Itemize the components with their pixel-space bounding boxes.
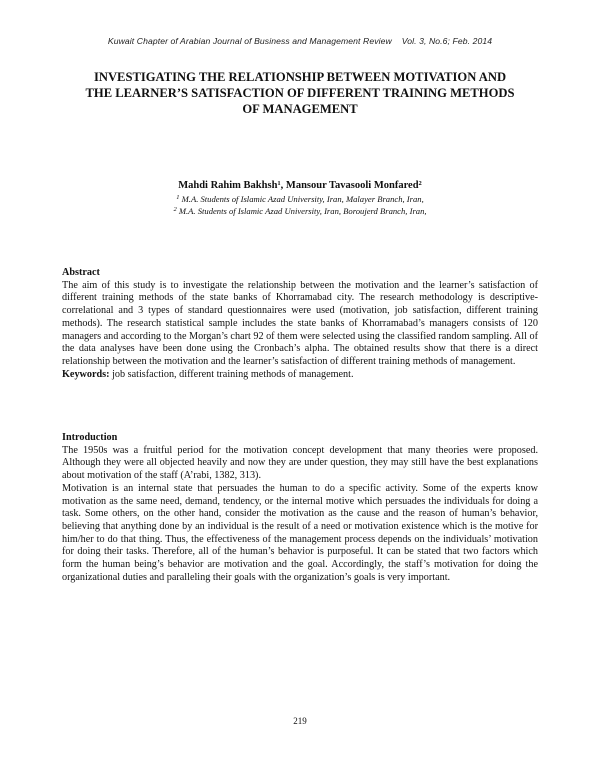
affiliation — [0, 206, 600, 216]
introduction-heading: Introduction — [62, 432, 118, 443]
introduction-section — [62, 432, 538, 584]
author-superscript: 1 — [277, 180, 281, 187]
affiliation — [0, 194, 600, 204]
affiliation-text: M.A. Students of Islamic Azad University, Iran, Malayer Branch, Iran, — [181, 194, 424, 204]
keywords-text: job satisfaction, different training methods of management. — [109, 368, 354, 380]
page-number: 219 — [293, 716, 307, 726]
affiliation-superscript: 1 — [176, 194, 180, 201]
author-separator: , — [280, 180, 286, 191]
paper-title — [50, 69, 550, 117]
abstract-section — [62, 267, 538, 381]
author-name: Mansour Tavasooli Monfared — [285, 180, 419, 191]
keywords-line — [62, 369, 538, 382]
author-superscript: 2 — [418, 180, 422, 187]
running-head: Kuwait Chapter of Arabian Journal of Business and Management Review Vol. 3, No.6; Feb. 2014 — [107, 36, 493, 46]
affiliation-superscript: 2 — [173, 206, 177, 213]
abstract-text: The aim of this study is to investigate the relationship between the motivation and the learner’s satisfaction of different training methods of the state banks of Khorramabad city. The research methodology is descriptive-correlational and 3 types of standard questionnaires were used (motivation, job satisfaction, different training methods). The research statistical sample includes the state banks of Khorramabad’s managers consists of 120 managers and according to the Morgan’s chart 92 of them were selected using the classified random sampling. All of the data analyses have been done using the Cronbach’s alpha. The obtained results show that there is a direct relationship between the motivation and the learner’s satisfaction of different training methods of management. — [62, 279, 538, 367]
abstract-heading: Abstract — [62, 267, 100, 278]
title-line: THE LEARNER’S SATISFACTION OF DIFFERENT TRAINING METHODS — [85, 86, 515, 100]
author-name: Mahdi Rahim Bakhsh — [178, 180, 278, 191]
title-line: OF MANAGEMENT — [242, 102, 358, 116]
introduction-paragraph: The 1950s was a fruitful period for the motivation concept development that many theories were proposed. Although they were all objected heavily and now they are under question, they may still have the best explanations about motivation of the staff (A’rabi, 1382, 313). — [62, 444, 538, 482]
affiliation-text: M.A. Students of Islamic Azad University, Iran, Boroujerd Branch, Iran, — [178, 206, 427, 216]
introduction-paragraph: Motivation is an internal state that persuades the human to do a specific activity. Some of the experts know motivation as the same need, demand, tendency, or the internal motive which persuades the individuals for doing a task. Some others, on the other hand, consider the motivation as the cause and the reason of human’s behavior, believing that anything done by an individual is the result of a need or motivation existence which is the motive for him/her to do that thing. Thus, the effectiveness of the management process depends on the individuals’ motivation for doing their tasks. Therefore, all of the human’s behavior is purposeful. It can be stated that two factors which form the human being’s behavior are motivation and the goal. Accordingly, the staff’s motivation for doing the organizational duties and paralleling their goals with the organization’s goals is very important. — [62, 482, 538, 583]
title-line: INVESTIGATING THE RELATIONSHIP BETWEEN MOTIVATION AND — [93, 70, 507, 84]
author-list — [0, 180, 600, 191]
keywords-label: Keywords: — [62, 368, 110, 380]
